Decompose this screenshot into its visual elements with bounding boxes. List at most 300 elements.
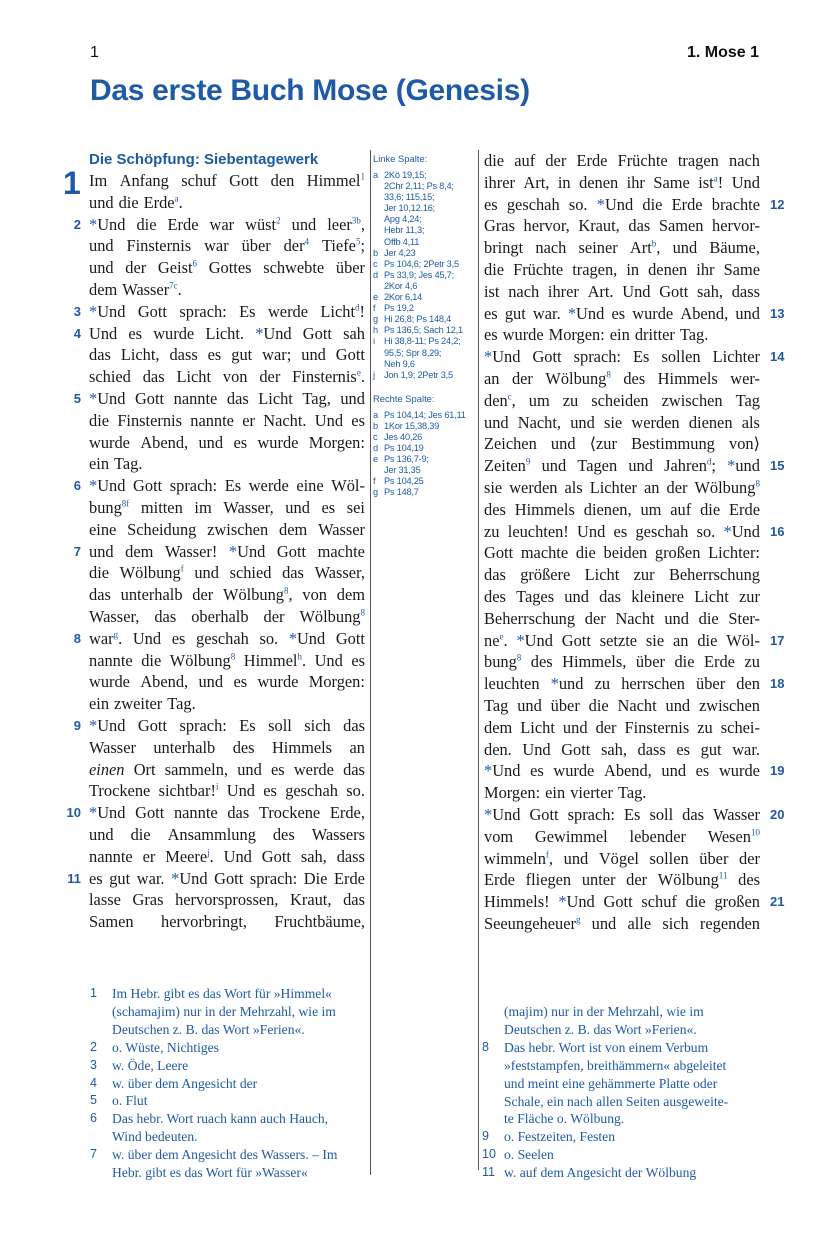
verse-star-marker: * — [89, 803, 98, 823]
word: oberhalb — [191, 606, 249, 626]
word: sprach: — [179, 715, 227, 735]
word: über — [699, 848, 729, 868]
word: *Und — [516, 630, 553, 650]
word: und — [661, 761, 687, 781]
word: Licht — [258, 388, 293, 408]
cross-reference-letter: b — [373, 420, 379, 431]
footnote-marker: 10 — [751, 827, 760, 838]
word: zwischen — [207, 519, 269, 539]
text-line — [484, 804, 785, 826]
word: Es — [239, 715, 256, 735]
verse-number: 12 — [770, 196, 785, 212]
word: das — [484, 565, 506, 585]
word: so. — [696, 521, 716, 541]
word: dass — [637, 739, 666, 759]
word: die — [700, 499, 721, 519]
verse-number: 20 — [770, 806, 785, 822]
word: es — [270, 759, 285, 779]
word: nannte — [173, 803, 218, 823]
word: Wöl- — [726, 630, 760, 650]
footnote-marker: g — [575, 914, 581, 925]
text-line — [484, 172, 760, 194]
word: Und — [731, 172, 760, 192]
word: es — [171, 628, 186, 648]
word: hervor, — [523, 216, 570, 236]
word: und — [550, 434, 576, 454]
text-line — [484, 303, 785, 325]
footnote-text: o. Flut — [112, 1093, 148, 1109]
word: wurde — [502, 325, 544, 345]
word: Erde$^a$. — [143, 192, 183, 212]
footnote-number: 10 — [482, 1147, 496, 1162]
footnote-text: w. Öde, Leere — [112, 1057, 189, 1073]
word: dem — [336, 585, 365, 605]
word: die — [575, 543, 596, 563]
cross-reference-letter: a — [373, 409, 379, 420]
verse-star-marker: * — [288, 628, 297, 648]
text-line — [484, 826, 760, 848]
text-line — [484, 848, 760, 870]
cross-reference-letter: b — [373, 247, 379, 258]
text-line — [484, 237, 760, 259]
word: Gott — [276, 541, 307, 561]
word: es — [233, 432, 248, 452]
word: an — [673, 630, 689, 650]
word: die — [89, 563, 110, 583]
word: Morgen: — [548, 325, 605, 345]
word: Seeungeheuer$^g$ — [484, 913, 581, 933]
word: alle — [627, 913, 652, 933]
word: es — [676, 739, 691, 759]
word: Erde, — [329, 803, 365, 823]
text-line — [89, 759, 365, 781]
word: Licht — [584, 565, 620, 585]
cross-reference-letter: j — [373, 369, 376, 380]
word: zur — [739, 586, 760, 606]
word: den$^c$, — [484, 390, 516, 410]
word: als — [741, 412, 760, 432]
word: wurde — [153, 323, 195, 343]
word: Gott — [603, 892, 633, 912]
word: Lichter: — [708, 543, 760, 563]
cross-reference-item — [373, 303, 477, 314]
text-line — [484, 412, 760, 434]
text-line — [89, 170, 365, 192]
word: er — [242, 410, 255, 430]
word: *Und — [89, 715, 126, 735]
word: Gras — [484, 216, 515, 236]
footnote-marker: f — [180, 563, 184, 574]
word: Und — [622, 281, 651, 301]
footnote-marker: 8 — [284, 585, 289, 596]
word: kleinere — [631, 586, 684, 606]
word: Beherrschung — [484, 608, 576, 628]
word: Ansammlung — [167, 824, 256, 844]
word: Und — [577, 521, 606, 541]
word: Gott — [135, 803, 165, 823]
word: es — [351, 650, 365, 670]
word: nach — [535, 238, 567, 258]
cross-reference-item — [373, 476, 477, 487]
word: Ster- — [728, 608, 760, 628]
word: von — [302, 585, 327, 605]
word: Gott — [214, 868, 244, 888]
word: *und — [727, 456, 760, 476]
word: der — [584, 608, 606, 628]
word: und — [340, 388, 365, 408]
word: dem — [484, 717, 513, 737]
word: beiden — [603, 543, 648, 563]
word: Tag — [735, 390, 760, 410]
word: geschah — [285, 781, 338, 801]
footnote-number: 4 — [90, 1075, 97, 1090]
word: scheiden — [591, 390, 649, 410]
word: unterhalb — [120, 585, 183, 605]
word: wurde — [553, 761, 595, 781]
word: *Und — [723, 521, 760, 541]
footnote-marker: i — [215, 781, 219, 792]
word: das — [343, 715, 365, 735]
text-line — [484, 542, 760, 564]
word: Erde — [334, 868, 365, 888]
word: des — [484, 499, 506, 519]
word: wurde — [257, 432, 299, 452]
footnote-text: w. auf dem Angesicht der Wölbung — [504, 1165, 697, 1181]
word: und — [198, 432, 224, 452]
word: *Und — [89, 476, 126, 496]
word: Nacht — [615, 608, 655, 628]
cross-reference-item — [373, 487, 477, 498]
footnote-marker: 8 — [606, 369, 611, 380]
word: werde — [248, 476, 289, 496]
cross-reference-letter: f — [373, 303, 376, 314]
word: Himmel$^h$. — [243, 650, 307, 670]
footnote-marker: 3b — [351, 215, 361, 226]
word: das — [142, 367, 165, 387]
word: es — [321, 497, 336, 517]
word: Vögel — [598, 848, 639, 868]
word: sah, — [300, 846, 327, 866]
text-line — [89, 366, 365, 388]
word: ein — [545, 783, 566, 803]
word: und — [89, 824, 114, 844]
word: es — [263, 781, 277, 801]
footnote-marker: c — [507, 391, 512, 402]
word: Es — [224, 476, 242, 496]
footnote-marker: 6 — [192, 258, 198, 269]
verse-number: 5 — [73, 390, 81, 406]
verse-star-marker: * — [484, 804, 493, 824]
word: seiner — [578, 238, 618, 258]
word: *Und — [567, 303, 605, 323]
word: Wölbung$^8$ — [169, 650, 236, 670]
word: der$^4$ — [283, 236, 310, 256]
word: *Und — [171, 868, 208, 888]
footnote-marker: 9 — [525, 456, 531, 467]
word: wurde — [89, 432, 130, 452]
word: Licht$^d$! — [320, 301, 365, 321]
word: geschah — [196, 628, 249, 648]
text-line — [89, 846, 365, 868]
word: *Und — [596, 194, 634, 214]
text-line — [73, 214, 365, 236]
text-line — [89, 606, 365, 628]
word: das — [89, 345, 111, 365]
right-text-lines — [484, 150, 785, 935]
word: es — [484, 325, 498, 345]
word: Gottes — [208, 258, 252, 278]
cross-reference-letter: i — [373, 336, 376, 347]
word: das — [282, 563, 304, 583]
word: von⟩ — [729, 434, 760, 454]
text-line — [484, 390, 760, 412]
word: leuchten — [484, 674, 540, 694]
word: Wasser — [318, 519, 365, 539]
word: sprach: — [249, 868, 298, 888]
word: Die — [303, 868, 328, 888]
text-line — [484, 717, 760, 739]
word: und — [541, 456, 567, 476]
word: sichtbar!$^i$ — [158, 781, 219, 801]
word: nannte — [190, 410, 234, 430]
word: und — [570, 412, 595, 432]
word: Art. — [587, 281, 614, 301]
text-line — [89, 235, 365, 257]
word: Früchte — [617, 151, 668, 170]
word: zwischen — [698, 695, 760, 715]
word: über — [335, 258, 365, 278]
footnote-marker: 5 — [355, 236, 361, 247]
cross-reference-heading-left: Linke Spalte: — [373, 153, 428, 164]
text-line — [484, 586, 760, 608]
word: *Und — [89, 388, 126, 408]
footnote-text: (majim) nur in der Mehrzahl, wie im Deutschen z. B. das Wort »Ferien«. — [504, 1004, 704, 1037]
word: $ne^e$. — [484, 630, 508, 650]
word: Es — [239, 301, 256, 321]
cross-reference-text: Hi 26,8; Ps 148,4 — [384, 314, 452, 325]
word: Finsternis — [624, 717, 690, 737]
text-line — [89, 453, 365, 475]
word: Gott — [261, 846, 291, 866]
word: Lichter — [712, 347, 760, 367]
word: Samen — [89, 912, 134, 932]
word: und — [89, 192, 114, 212]
footnote-marker: 11 — [718, 870, 728, 881]
verse-number: 19 — [770, 763, 785, 779]
word: es — [351, 410, 365, 430]
word: Wassers — [311, 824, 365, 844]
footnote-marker: f — [545, 849, 549, 860]
word: *Und — [288, 628, 326, 648]
word: der — [545, 151, 567, 170]
footnote-number: 7 — [90, 1147, 97, 1162]
word: dritter — [634, 325, 675, 345]
word: eine — [296, 476, 324, 496]
word: er — [142, 846, 156, 866]
word: hervor- — [712, 216, 760, 236]
word: und — [564, 586, 589, 606]
word: das — [682, 804, 705, 824]
word: Und — [314, 410, 344, 430]
word: Nacht — [617, 695, 657, 715]
word: und — [591, 913, 617, 933]
word: Himmels — [271, 737, 333, 757]
footnote-marker: d — [706, 456, 712, 467]
word: machte — [317, 541, 365, 561]
cross-reference-text: Ps 104,6; 2Petr 3,5 — [384, 258, 459, 269]
word: der — [192, 585, 214, 605]
word: die — [642, 194, 663, 214]
word: war. — [732, 739, 760, 759]
word: Tag. — [617, 783, 647, 803]
cross-reference-text: Jes 40,26 — [384, 431, 423, 442]
text-line — [73, 628, 365, 650]
word: des — [530, 652, 553, 672]
cross-reference-letter: d — [373, 443, 379, 454]
word: Wölbung$^8$, — [223, 585, 293, 605]
word: Und — [522, 739, 551, 759]
page-number: 1 — [90, 44, 99, 61]
word: Art, — [523, 172, 550, 192]
cross-reference-text: Hi 38,8-11; Ps 24,2; 95,5; Spr 8,29; Neh 9,6 — [384, 336, 461, 369]
verse-number: 4 — [73, 325, 81, 341]
text-line — [484, 259, 760, 281]
word: Und — [132, 628, 162, 648]
word: zwischen — [661, 390, 723, 410]
cross-reference-text: Ps 104,14; Jes 61,11 — [384, 409, 466, 420]
word: Gott — [484, 543, 514, 563]
cross-reference-text: 2Kor 6,14 — [384, 292, 423, 303]
word: Gott — [532, 347, 562, 367]
verse-star-marker: * — [550, 674, 559, 694]
word: die — [588, 695, 609, 715]
text-line — [484, 869, 760, 891]
footnote-number: 9 — [482, 1129, 489, 1144]
word: *Und — [484, 347, 521, 367]
word: Wasser — [89, 737, 136, 757]
text-line — [484, 150, 760, 172]
footnote-marker: 8 — [516, 652, 522, 663]
word: es — [89, 868, 103, 888]
text-line — [484, 782, 760, 804]
footnote-number — [482, 1003, 504, 1039]
word: Wasser$^{7c}$. — [122, 279, 182, 299]
text-line — [484, 433, 760, 455]
word: Zeichen — [484, 434, 537, 454]
word: des — [232, 737, 255, 757]
cross-reference-text: Ps 148,7 — [384, 487, 419, 498]
word: ist — [484, 281, 500, 301]
word: werden — [631, 412, 680, 432]
verse-star-marker: * — [484, 347, 493, 367]
text-line — [73, 388, 365, 410]
word: war$^g$. — [89, 628, 123, 648]
word: Wölbung$^8$ — [694, 477, 760, 497]
word: Tag, — [302, 388, 331, 408]
word: sah, — [697, 281, 723, 301]
word: Gott — [133, 476, 163, 496]
word: Gott — [529, 804, 559, 824]
word: und — [89, 236, 114, 256]
text-line — [484, 346, 785, 368]
word: lebender — [629, 826, 686, 846]
verse-number: 11 — [67, 870, 81, 886]
word: und — [89, 541, 114, 561]
footnote-marker: 8f — [121, 498, 130, 509]
word: und — [301, 345, 326, 365]
cross-reference-item — [373, 292, 477, 303]
cross-reference-letter: e — [373, 292, 379, 303]
text-line — [89, 562, 365, 584]
verse-star-marker: * — [171, 868, 180, 888]
text-line — [89, 824, 365, 846]
text-line — [484, 324, 760, 346]
right-text-column — [484, 150, 785, 935]
word: das — [628, 216, 651, 236]
word: um — [640, 499, 662, 519]
word: es — [128, 323, 143, 343]
word: von — [222, 367, 248, 387]
cross-reference-letter: e — [373, 454, 379, 465]
footnote-marker: a — [174, 193, 179, 204]
word: Gott — [137, 301, 167, 321]
word: in — [626, 259, 640, 279]
word: das — [227, 803, 250, 823]
footnote-number: 3 — [90, 1057, 97, 1072]
word: Lichter — [589, 477, 638, 497]
verse-number: 17 — [770, 632, 785, 648]
word: *und — [550, 674, 584, 694]
word: Fruchtbäume, — [274, 912, 365, 932]
footnote-marker: a — [713, 173, 718, 184]
word: Morgen: — [484, 783, 541, 803]
word: den — [270, 171, 295, 190]
word: sprach: — [169, 476, 218, 496]
word: wüst$^2$ — [245, 214, 281, 234]
word: Gott — [134, 388, 165, 408]
word: ein — [609, 325, 630, 345]
word: Geist$^6$ — [157, 258, 198, 278]
text-line — [484, 521, 785, 543]
text-line — [484, 913, 760, 935]
text-line — [484, 368, 760, 390]
word: das — [226, 388, 249, 408]
text-line — [73, 301, 365, 323]
word: ein — [89, 694, 110, 714]
word: Anfang — [119, 171, 169, 190]
text-line — [89, 410, 365, 432]
word: die — [698, 608, 719, 628]
word: dass — [731, 281, 760, 301]
word: *Und — [558, 892, 595, 912]
word: Same — [653, 172, 690, 192]
word: dienen, — [583, 499, 632, 519]
word: Erde — [484, 870, 515, 890]
word: Wasser, — [314, 563, 365, 583]
word: zweiter — [114, 694, 163, 714]
footnote-marker: e — [356, 367, 361, 378]
text-line — [89, 584, 365, 606]
word: war — [209, 214, 235, 234]
text-line — [484, 630, 785, 652]
text-line — [89, 279, 365, 301]
verse-number: 18 — [770, 676, 785, 692]
book-title: Das erste Buch Mose (Genesis) — [90, 74, 530, 107]
footnote-text: o. Wüste, Nichtiges — [112, 1039, 219, 1055]
word: über — [241, 236, 271, 256]
word: den — [736, 674, 760, 694]
verse-number: 15 — [770, 458, 785, 474]
